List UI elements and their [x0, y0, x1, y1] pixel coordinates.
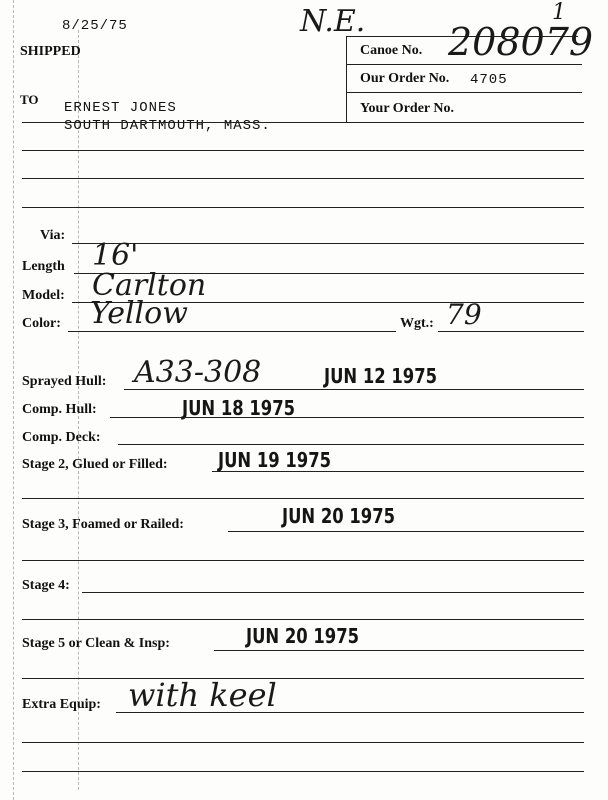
sprayed-hull-stamp: JUN 12 1975	[324, 364, 438, 388]
stage2-label: Stage 2, Glued or Filled:	[22, 457, 168, 472]
stage5-label: Stage 5 or Clean & Insp:	[22, 636, 170, 651]
extra-equip-value: with keel	[128, 676, 277, 714]
weight-label: Wgt.:	[400, 316, 434, 331]
comp-hull-line	[110, 417, 584, 418]
our-order-value: 4705	[470, 72, 508, 88]
color-line	[68, 331, 396, 332]
color-value: Yellow	[90, 296, 188, 331]
recipient-name: ERNEST JONES	[64, 100, 177, 116]
extra-line-1	[22, 742, 584, 743]
comp-deck-line	[118, 444, 584, 445]
weight-value: 79	[446, 298, 482, 331]
comp-deck-label: Comp. Deck:	[22, 430, 101, 445]
guide-line-left	[13, 0, 14, 800]
region-mark: N.E.	[300, 4, 366, 39]
recipient-address: SOUTH DARTMOUTH, MASS.	[64, 118, 271, 134]
extra-line-2	[22, 771, 584, 772]
comp-hull-stamp: JUN 18 1975	[182, 396, 296, 420]
canoe-no-label: Canoe No.	[360, 43, 423, 58]
model-value: Carlton	[92, 268, 207, 303]
stage2-line	[212, 471, 584, 472]
corner-mark: 1	[552, 0, 566, 25]
sprayed-hull-label: Sprayed Hull:	[22, 374, 107, 389]
via-line	[72, 243, 584, 244]
your-order-label: Your Order No.	[360, 101, 454, 116]
sprayed-hull-handwritten: A33-308	[134, 355, 262, 390]
model-label: Model:	[22, 288, 65, 303]
stage4-line	[82, 592, 584, 593]
stage5-line	[214, 650, 584, 651]
stage2-extra-line	[22, 498, 584, 499]
address-line-3	[22, 178, 584, 179]
stage3-extra-line	[22, 560, 584, 561]
via-label: Via:	[40, 228, 66, 243]
stage4-extra-line	[22, 619, 584, 620]
weight-line	[438, 331, 584, 332]
extra-equip-label: Extra Equip:	[22, 697, 101, 712]
stage3-line	[228, 531, 584, 532]
canoe-no-line	[346, 64, 582, 65]
length-label: Length	[22, 259, 65, 274]
color-label: Color:	[22, 316, 61, 331]
extra-equip-line	[116, 712, 584, 713]
comp-hull-label: Comp. Hull:	[22, 402, 97, 417]
stage2-stamp: JUN 19 1975	[218, 448, 332, 472]
our-order-line	[346, 92, 582, 93]
our-order-label: Our Order No.	[360, 71, 450, 86]
stage3-label: Stage 3, Foamed or Railed:	[22, 517, 184, 532]
date-text: 8/25/75	[62, 18, 128, 34]
order-box-divider	[346, 36, 347, 122]
stage3-stamp: JUN 20 1975	[282, 504, 396, 528]
sprayed-hull-line	[124, 389, 584, 390]
shipped-label: SHIPPED	[20, 44, 81, 59]
stage5-stamp: JUN 20 1975	[246, 624, 360, 648]
stage4-label: Stage 4:	[22, 578, 70, 593]
length-value: 16'	[92, 238, 139, 273]
address-line-2	[22, 150, 584, 151]
address-line-4	[22, 207, 584, 208]
address-line-1	[22, 122, 584, 123]
to-label: TO	[20, 92, 39, 107]
stage5-extra-line	[22, 678, 584, 679]
canoe-no-value: 208079	[448, 20, 594, 64]
